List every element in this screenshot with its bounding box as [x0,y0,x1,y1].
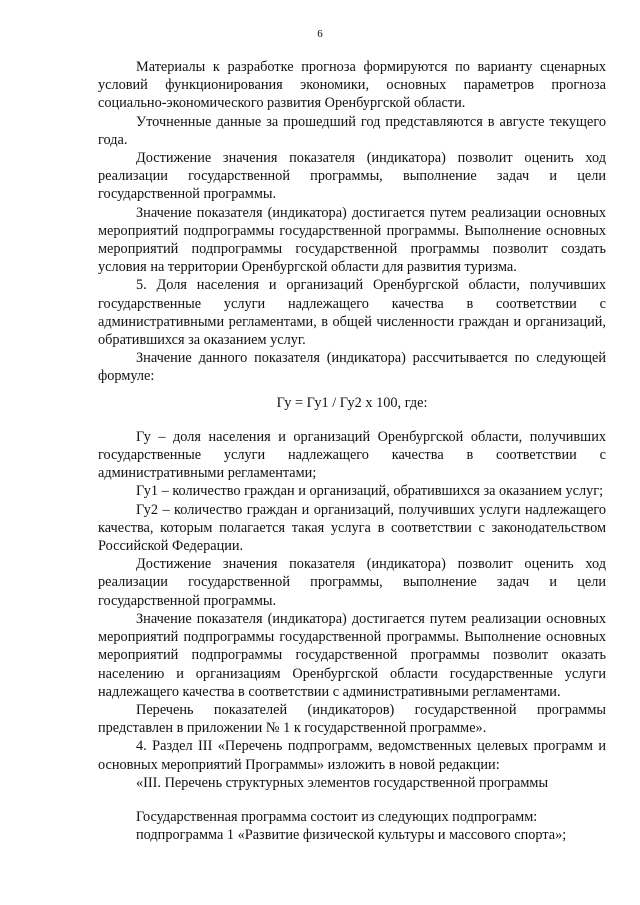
subprogram-1: подпрограмма 1 «Развитие физической культуры и массового спорта»; [136,827,567,844]
page-number: 6 [317,28,323,40]
definition-gu1: Гу1 – количество граждан и организаций, обратившихся за оказанием услуг; [136,483,604,500]
paragraph-forecast-materials: Материалы к разработке прогноза формируются по варианту сценарных условий функционирования экономики, основных параметров прогноза социально-экономического развития Оренбургской области. [98,59,606,112]
document-body [98,58,606,844]
paragraph-indicator-value-services: Значение показателя (индикатора) достигается путем реализации основных мероприятий подпрограммы государственной программы. Выполнение основных мероприятий подпрограммы государственной программы позволит оказать населению и организациям Оренбургской области государственные услуги надлежащего качества в соответствии с административными регламентами. [98,610,606,700]
paragraph-indicator-value-tourism: Значение показателя (индикатора) достигается путем реализации основных мероприятий подпрограммы государственной программы. Выполнение основных мероприятий подпрограммы государственной программы позволит создать условия на территории Оренбургской области для развития туризма. [98,204,606,276]
formula: Гу = Гу1 / Гу2 х 100, где: [276,394,428,411]
paragraph-section-3-amendment: 4. Раздел III «Перечень подпрограмм, ведомственных целевых программ и основных мероприятий Программы» изложить в новой редакции: [98,738,606,773]
definition-gu: Гу – доля населения и организаций Оренбургской области, получивших государственные услуги надлежащего качества в соответствии с административными регламентами; [98,428,606,482]
paragraph-indicators-list: Перечень показателей (индикаторов) государственной программы представлен в приложении № 1 к государственной программе». [98,701,606,737]
paragraph-indicator-achievement: Достижение значения показателя (индикатора) позволит оценить ход реализации государственной программы, выполнение задач и цели государственной программы. [98,150,606,203]
section-3-heading: «III. Перечень структурных элементов государственной программы [136,774,549,791]
paragraph-formula-intro: Значение данного показателя (индикатора) рассчитывается по следующей формуле: [98,350,606,385]
paragraph-subprograms-intro: Государственная программа состоит из следующих подпрограмм: [136,808,538,825]
paragraph-indicator-achievement-2: Достижение значения показателя (индикатора) позволит оценить ход реализации государственной программы, выполнение задач и цели государственной программы. [98,556,606,609]
paragraph-updated-data: Уточненные данные за прошедший год представляются в августе текущего года. [98,113,606,148]
definition-gu2: Гу2 – количество граждан и организаций, получивших услуги надлежащего качества, которым полагается такая услуга в соответствии с законодательством Российской Федерации. [98,501,606,555]
paragraph-indicator-5-title: 5. Доля населения и организаций Оренбургской области, получивших государственные услуги надлежащего качества в соответствии с административными регламентами, в общей численности граждан и организаций, обратившихся за оказанием услуг. [98,277,606,349]
